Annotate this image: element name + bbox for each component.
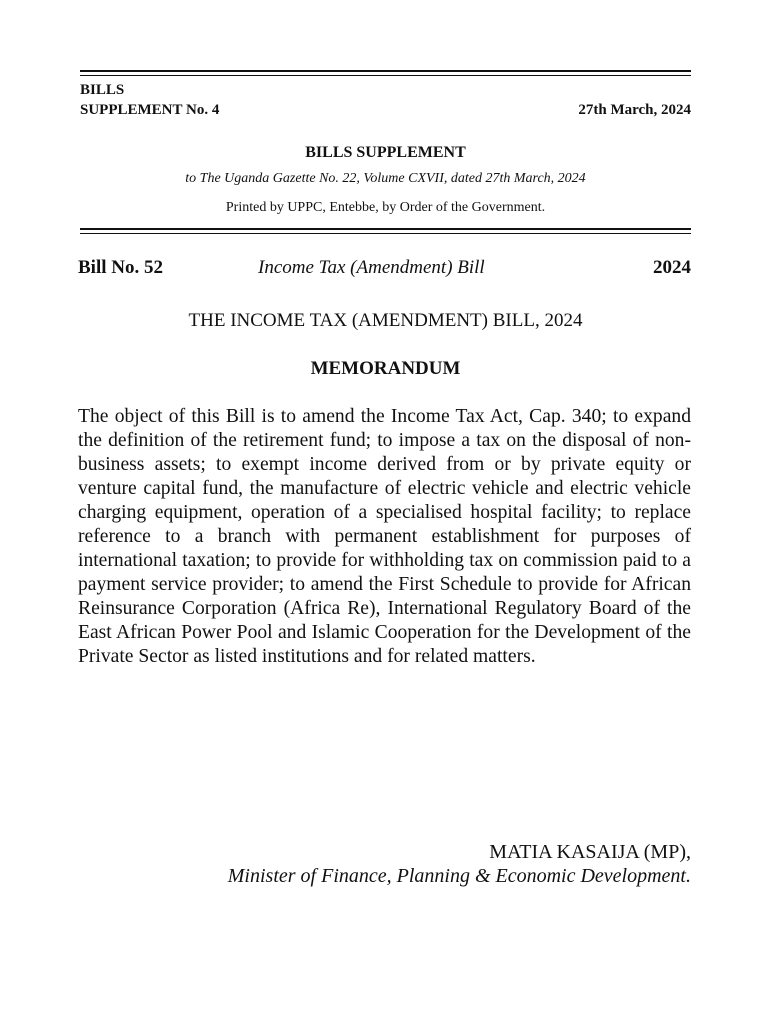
printed-by-line: Printed by UPPC, Entebbe, by Order of the Government.: [225, 200, 546, 215]
signatory-name: MATIA KASAIJA (MP),: [489, 841, 691, 863]
top-rule-upper: [80, 70, 691, 72]
header-bills-label: BILLS: [80, 82, 125, 98]
bill-year: 2024: [653, 257, 691, 278]
header-date: 27th March, 2024: [578, 102, 691, 118]
section-rule-upper: [80, 228, 691, 230]
memorandum-heading: MEMORANDUM: [310, 358, 461, 379]
header-supplement-number: SUPPLEMENT No. 4: [80, 102, 220, 118]
signatory-title: Minister of Finance, Planning & Economic Development.: [227, 865, 691, 887]
memorandum-body: The object of this Bill is to amend the Income Tax Act, Cap. 340; to expand the definition of the retirement fund; to impose a tax on the disposal of non- business assets; to exempt income derived from or by private equity or venture capital fund, the manufacture of electric vehicle and electric vehicle charging equipment, operation of a specialised hospital facility; to replace reference to a branch with permanent establishment for purposes of international taxation; to provide for withholding tax on commission paid to a payment service provider; to amend the First Schedule to provide for African Reinsurance Corporation (Africa Re), International Regulatory Board of the East African Power Pool and Islamic Cooperation for the Development of the Private Sector as listed institutions and for related matters.: [78, 406, 691, 667]
supplement-title: BILLS SUPPLEMENT: [305, 144, 466, 161]
supplement-subtitle: to The Uganda Gazette No. 22, Volume CXVII, dated 27th March, 2024: [185, 171, 586, 186]
bill-number: Bill No. 52: [78, 257, 163, 278]
bill-name: Income Tax (Amendment) Bill: [258, 257, 485, 278]
bill-title: THE INCOME TAX (AMENDMENT) BILL, 2024: [188, 310, 583, 331]
top-rule-lower: [80, 75, 691, 76]
section-rule-lower: [80, 233, 691, 234]
